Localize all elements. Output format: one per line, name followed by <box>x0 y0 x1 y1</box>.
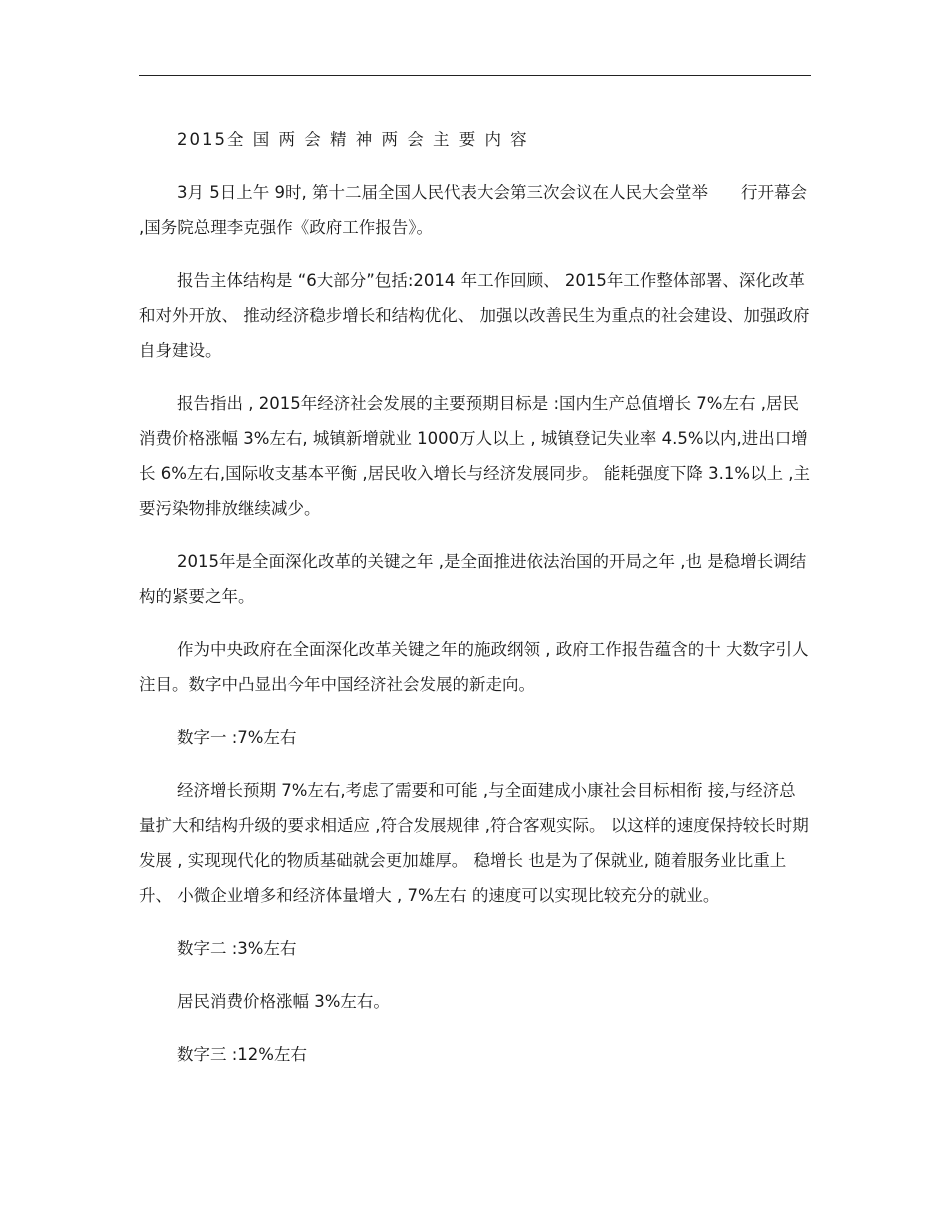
document-title: 2015全 国 两 会 精 神 两 会 主 要 内 容 <box>177 130 529 149</box>
heading-number-one: 数字一 :7%左右 <box>177 728 297 747</box>
paragraph-growth-target: 经济增长预期 7%左右,考虑了需要和可能 ,与全面建成小康社会目标相衔 接,与经济总量扩大和结构升级的要求相适应 ,符合发展规律 ,符合客观实际。 以这样的速度保持较长时期发展 , 实现现代化的物质基础就会更加雄厚。 稳增长 也是为了保就业, 随着服务业比重上升、 小微企业增多和经济体量增大 , 7%左右 的速度可以实现比较充分的就业。 <box>139 781 809 905</box>
paragraph-cpi-target: 居民消费价格涨幅 3%左右。 <box>177 992 390 1011</box>
paragraph-ten-numbers: 作为中央政府在全面深化改革关键之年的施政纲领 , 政府工作报告蕴含的十 大数字引人注目。数字中凸显出今年中国经济社会发展的新走向。 <box>139 640 809 694</box>
paragraph-economic-targets: 报告指出 , 2015年经济社会发展的主要预期目标是 :国内生产总值增长 7%左右 ,居民消费价格涨幅 3%左右, 城镇新增就业 1000万人以上 , 城镇登记失业率 4.5%以内,进出口增长 6%左右,国际收支基本平衡 ,居民收入增长与经济发展同步。 能耗强度下降 3.1%以上 ,主要污染物排放继续减少。 <box>139 394 811 518</box>
heading-number-two: 数字二 :3%左右 <box>177 939 297 958</box>
paragraph-opening-session: 3月 5日上午 9时, 第十二届全国人民代表大会第三次会议在人民大会堂举 行开幕会 ,国务院总理李克强作《政府工作报告》。 <box>139 183 807 237</box>
document-body <box>139 122 811 1090</box>
heading-number-three: 数字三 :12%左右 <box>177 1045 307 1064</box>
paragraph-report-structure: 报告主体结构是 “6大部分”包括:2014 年工作回顾、 2015年工作整体部署、深化改革和对外开放、 推动经济稳步增长和结构优化、 加强以改善民生为重点的社会建设、加强政府自身建设。 <box>139 271 810 360</box>
paragraph-key-year: 2015年是全面深化改革的关键之年 ,是全面推进依法治国的开局之年 ,也 是稳增长调结构的紧要之年。 <box>139 552 807 606</box>
header-rule <box>139 75 811 76</box>
